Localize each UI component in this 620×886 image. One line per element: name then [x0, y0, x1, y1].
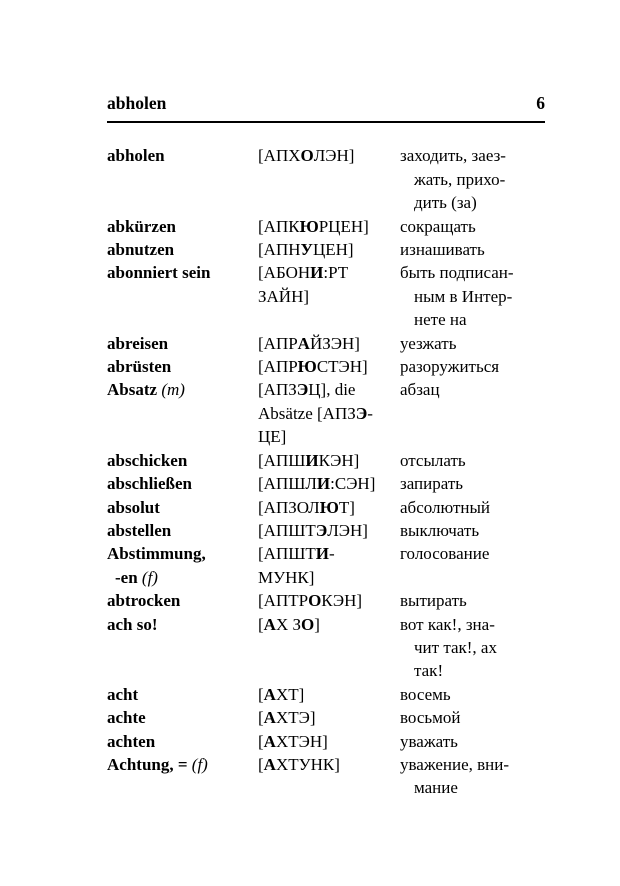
dictionary-entry — [107, 238, 545, 261]
text-line: [АХ ЗО] — [258, 614, 320, 634]
entry-word — [107, 378, 258, 448]
text-line: [АХТ] — [258, 684, 305, 704]
page-header — [107, 92, 545, 123]
dictionary-entry — [107, 730, 545, 753]
text-line: abholen — [107, 146, 165, 166]
dictionary-entry — [107, 589, 545, 612]
entry-transcription — [258, 753, 400, 800]
text-line: [АПШЛИ:СЭН] — [258, 474, 376, 494]
text-line: [АХТУНК] — [258, 754, 340, 774]
text-line: -en (f) — [115, 567, 158, 587]
text-line: восьмой — [400, 708, 461, 728]
entry-translation — [400, 332, 545, 355]
entry-transcription — [258, 683, 400, 706]
text-line: absolut — [107, 497, 160, 517]
entry-transcription — [258, 332, 400, 355]
text-line: отсылать — [400, 450, 466, 470]
text-line: абзац — [400, 380, 440, 400]
text-line: дить (за) — [414, 193, 477, 213]
entry-transcription — [258, 261, 400, 331]
text-line: восемь — [400, 684, 451, 704]
text-line: ЦЕ] — [258, 427, 287, 447]
text-line: МУНК] — [258, 567, 315, 587]
text-line: Achtung, = (f) — [107, 754, 208, 774]
dictionary-entry — [107, 355, 545, 378]
page-number: 6 — [536, 93, 545, 113]
entry-translation — [400, 683, 545, 706]
entry-word — [107, 683, 258, 706]
entry-transcription — [258, 238, 400, 261]
text-line: ach so! — [107, 614, 158, 634]
text-line: [АПШИКЭН] — [258, 450, 360, 470]
dictionary-entry — [107, 613, 545, 683]
text-line: нете на — [414, 310, 467, 330]
entry-translation — [400, 613, 545, 683]
text-line: запирать — [400, 474, 464, 494]
text-line: abonniert sein — [107, 263, 211, 283]
text-line: ным в Интер- — [414, 286, 513, 306]
entry-word — [107, 261, 258, 331]
dictionary-entry — [107, 496, 545, 519]
entry-transcription — [258, 355, 400, 378]
text-line: [АПТРОКЭН] — [258, 591, 363, 611]
text-line: abtrocken — [107, 591, 181, 611]
entry-translation — [400, 730, 545, 753]
entry-word — [107, 355, 258, 378]
text-line: выключать — [400, 520, 480, 540]
text-line: ЗАЙН] — [258, 286, 310, 306]
dictionary-entry — [107, 542, 545, 589]
dictionary-entry — [107, 215, 545, 238]
text-line: abschicken — [107, 450, 188, 470]
dictionary-entry — [107, 472, 545, 495]
entry-transcription — [258, 472, 400, 495]
dictionary-entry — [107, 378, 545, 448]
entry-transcription — [258, 589, 400, 612]
entry-word — [107, 472, 258, 495]
entry-translation — [400, 542, 545, 589]
text-line: заходить, заез- — [400, 146, 506, 166]
entry-transcription — [258, 613, 400, 683]
text-line: [АПНУЦЕН] — [258, 240, 354, 260]
text-line: achten — [107, 731, 156, 751]
entry-word — [107, 613, 258, 683]
text-line: уезжать — [400, 333, 457, 353]
entry-transcription — [258, 449, 400, 472]
text-line: abkürzen — [107, 216, 176, 236]
text-line: разоружиться — [400, 357, 500, 377]
entry-translation — [400, 378, 545, 448]
text-line: [АПЗЭЦ], die — [258, 380, 356, 400]
entry-translation — [400, 449, 545, 472]
entry-translation — [400, 215, 545, 238]
entry-word — [107, 519, 258, 542]
text-line: [АПШТЭЛЭН] — [258, 520, 368, 540]
page-header-word: abholen — [107, 93, 167, 113]
text-line: abstellen — [107, 520, 172, 540]
entry-word — [107, 496, 258, 519]
dictionary-entry — [107, 449, 545, 472]
text-line: [АПШТИ- — [258, 544, 335, 564]
text-line: abnutzen — [107, 240, 175, 260]
text-line: уважать — [400, 731, 458, 751]
entry-word — [107, 144, 258, 214]
text-line: Absatz (m) — [107, 380, 185, 400]
entry-word — [107, 332, 258, 355]
text-line: сокращать — [400, 216, 476, 236]
entry-transcription — [258, 519, 400, 542]
text-line: [АХТЭ] — [258, 708, 316, 728]
entry-translation — [400, 589, 545, 612]
dictionary-entry — [107, 261, 545, 331]
text-line: abschließen — [107, 474, 193, 494]
text-line: [АБОНИ:РТ — [258, 263, 349, 283]
text-line: [АПХОЛЭН] — [258, 146, 355, 166]
text-line: абсолютный — [400, 497, 491, 517]
text-line: голосование — [400, 544, 490, 564]
entry-translation — [400, 355, 545, 378]
entry-transcription — [258, 706, 400, 729]
entry-translation — [400, 753, 545, 800]
text-line: [АПРЮСТЭН] — [258, 357, 368, 377]
text-line: жать, прихо- — [414, 169, 506, 189]
text-line: [АПЗОЛЮТ] — [258, 497, 355, 517]
entry-word — [107, 215, 258, 238]
text-line: вытирать — [400, 591, 467, 611]
entry-translation — [400, 261, 545, 331]
entry-transcription — [258, 542, 400, 589]
entry-translation — [400, 472, 545, 495]
text-line: вот как!, зна- — [400, 614, 495, 634]
entry-transcription — [258, 496, 400, 519]
entry-word — [107, 238, 258, 261]
entry-word — [107, 542, 258, 589]
dictionary-entry — [107, 706, 545, 729]
text-line: Abstimmung, — [107, 544, 206, 564]
entry-transcription — [258, 144, 400, 214]
entry-word — [107, 589, 258, 612]
entry-translation — [400, 238, 545, 261]
text-line: изнашивать — [400, 240, 485, 260]
entry-translation — [400, 496, 545, 519]
dictionary-entry — [107, 753, 545, 800]
entry-word — [107, 730, 258, 753]
dictionary-entry — [107, 519, 545, 542]
text-line: acht — [107, 684, 139, 704]
entry-transcription — [258, 730, 400, 753]
text-line: Absätze [АПЗЭ- — [258, 403, 373, 423]
entry-transcription — [258, 215, 400, 238]
text-line: abreisen — [107, 333, 169, 353]
entry-word — [107, 753, 258, 800]
entry-translation — [400, 706, 545, 729]
text-line: [АПКЮРЦЕН] — [258, 216, 369, 236]
entry-translation — [400, 519, 545, 542]
text-line: [АХТЭН] — [258, 731, 328, 751]
text-line: чит так!, ах — [414, 637, 497, 657]
dictionary-entry — [107, 144, 545, 214]
text-line: [АПРАЙЗЭН] — [258, 333, 360, 353]
entry-translation — [400, 144, 545, 214]
entry-transcription — [258, 378, 400, 448]
text-line: так! — [414, 661, 444, 681]
text-line: abrüsten — [107, 357, 172, 377]
entry-word — [107, 706, 258, 729]
text-line: быть подписан- — [400, 263, 514, 283]
text-line: уважение, вни- — [400, 754, 510, 774]
entry-word — [107, 449, 258, 472]
dictionary-entry — [107, 683, 545, 706]
entries — [107, 144, 545, 799]
dictionary-entry — [107, 332, 545, 355]
text-line: мание — [414, 778, 458, 798]
text-line: achte — [107, 708, 146, 728]
